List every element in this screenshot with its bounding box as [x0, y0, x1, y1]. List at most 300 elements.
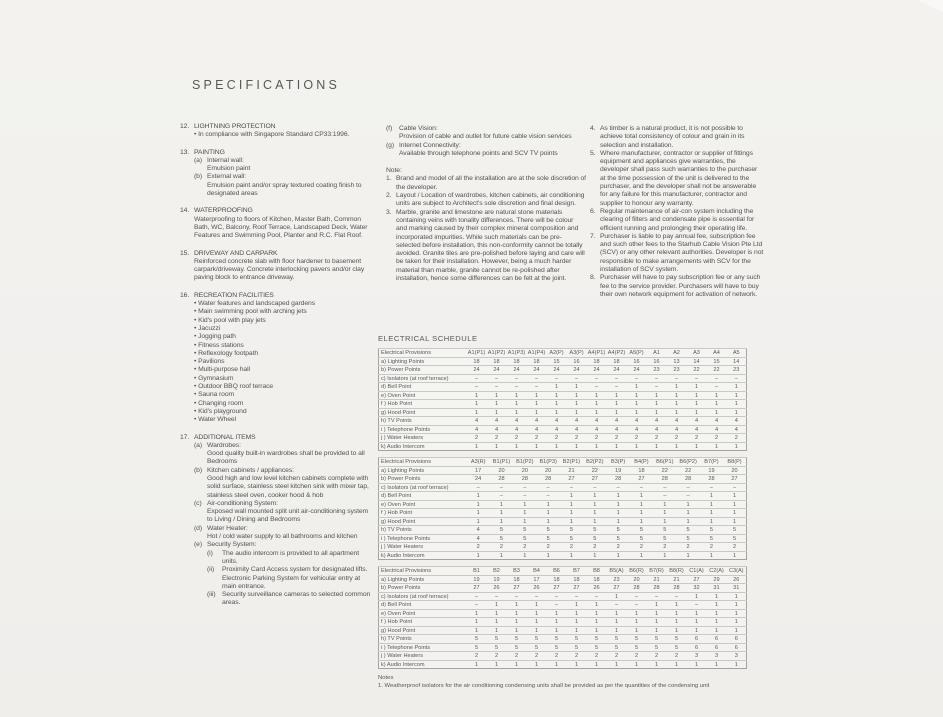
table-cell: 1	[687, 400, 707, 409]
table-cell: 1	[487, 391, 507, 400]
table-cell: 5	[607, 643, 627, 652]
table-cell: –	[527, 383, 547, 392]
table-cell: 26	[727, 575, 747, 584]
row-label: f ) Hob Point	[379, 400, 467, 409]
item-label: Internet Connectivity:	[399, 141, 461, 149]
bullet-item: • Multi-purpose hall	[194, 366, 250, 374]
item-label: Wardrobes:	[207, 441, 241, 449]
table-cell: 4	[567, 425, 587, 434]
table-cell: 1	[606, 500, 629, 509]
table-cell: 1	[627, 408, 647, 417]
table-cell: 1	[607, 408, 627, 417]
table-cell: 4	[507, 417, 527, 426]
table-cell: 20	[627, 575, 647, 584]
lettered-item	[194, 173, 375, 181]
section-title: RECREATION FACILITIES	[194, 291, 274, 299]
table-cell: 18	[630, 466, 653, 475]
table-cell: 4	[547, 417, 567, 426]
table-cell: 5	[487, 635, 507, 644]
table-cell: 1	[587, 601, 607, 610]
table-cell: 18	[567, 575, 587, 584]
table-cell: 1	[687, 609, 707, 618]
table-row	[379, 492, 747, 501]
table-cell: 5	[667, 643, 687, 652]
table-cell: 4	[727, 425, 747, 434]
table-cell: 5	[676, 526, 699, 535]
table-cell: 2	[583, 543, 606, 552]
table-header-row	[379, 458, 747, 467]
bullet-item: • Reflexology footpath	[194, 349, 259, 357]
table-row	[379, 374, 747, 383]
table-cell: 1	[567, 391, 587, 400]
column-header: A3(R)	[467, 458, 490, 467]
column-header: A2	[667, 349, 687, 358]
table-cell: 4	[567, 417, 587, 426]
row-label: b) Power Points	[379, 366, 467, 375]
table-cell: 24	[527, 366, 547, 375]
table-cell: 1	[647, 609, 667, 618]
section-body	[194, 258, 375, 283]
roman-item	[207, 566, 375, 591]
note-number: 5.	[590, 149, 596, 157]
numbered-note	[590, 274, 764, 299]
table-cell: 1	[647, 601, 667, 610]
column-header: B1(P3)	[536, 458, 559, 467]
table-cell: 1	[527, 408, 547, 417]
table-cell: 1	[467, 500, 490, 509]
table-cell: 2	[647, 652, 667, 661]
table-cell: 1	[513, 551, 536, 560]
table-cell: 2	[527, 434, 547, 443]
table-cell: 5	[607, 635, 627, 644]
table-cell: 1	[583, 509, 606, 518]
table-cell: 5	[583, 534, 606, 543]
table-cell: 1	[583, 551, 606, 560]
numbered-note	[590, 208, 764, 233]
table-cell: 6	[707, 635, 727, 644]
column-header: Electrical Provisions	[379, 349, 467, 358]
column-header: B1	[467, 567, 487, 576]
table-cell: 1	[536, 551, 559, 560]
schedule-notes-list	[378, 683, 750, 691]
table-row	[379, 383, 747, 392]
table-cell: 24	[627, 366, 647, 375]
table-cell: 2	[667, 434, 687, 443]
table-cell: 27	[507, 584, 527, 593]
table-cell: 22	[687, 366, 707, 375]
table-cell: 1	[607, 400, 627, 409]
table-cell: 1	[606, 551, 629, 560]
table-cell: 1	[587, 408, 607, 417]
note-number: 7.	[590, 232, 596, 240]
table-cell: 1	[527, 400, 547, 409]
table-cell: 1	[607, 660, 627, 669]
table-cell: –	[567, 374, 587, 383]
table-cell: 1	[627, 383, 647, 392]
numbered-note	[386, 175, 586, 192]
table-cell: 4	[467, 534, 490, 543]
table-cell: 3	[707, 652, 727, 661]
table-cell: 1	[700, 492, 723, 501]
note-text: As timber is a natural product, it is not possible to achieve total consistency of colour and grain in its selection and installation.	[600, 125, 745, 149]
table-cell: 1	[606, 517, 629, 526]
lettered-item	[194, 467, 375, 475]
table-cell: 1	[527, 618, 547, 627]
column-header: B6(R)	[627, 567, 647, 576]
table-row	[379, 417, 747, 426]
section-heading	[180, 292, 375, 300]
table-cell: 1	[467, 400, 487, 409]
note-text: Purchaser is liable to pay annual fee, subscription fee and such other fees to the Starhub Cable Vision Pte Ltd (SCV) or any other relevant authorities. Developer is not responsible to make arrangements with SCV for the installation of SCV system.	[600, 232, 764, 274]
table-cell: 2	[547, 434, 567, 443]
table-cell: 1	[687, 618, 707, 627]
section-heading	[180, 434, 375, 442]
table-cell: 4	[647, 425, 667, 434]
table-cell: 5	[647, 635, 667, 644]
table-cell: 1	[487, 442, 507, 451]
column-header: B4	[527, 567, 547, 576]
table-cell: 2	[547, 652, 567, 661]
item-marker: (b)	[194, 173, 203, 181]
table-cell: 1	[607, 442, 627, 451]
table-cell: 23	[667, 366, 687, 375]
table-cell: 24	[587, 366, 607, 375]
table-cell: 1	[676, 551, 699, 560]
table-cell: 1	[583, 517, 606, 526]
section-number: 13.	[180, 148, 190, 156]
bullet-item: • Changing room	[194, 399, 244, 407]
table-cell: 20	[723, 466, 746, 475]
table-cell: 27	[630, 475, 653, 484]
table-cell: 1	[607, 626, 627, 635]
row-label: k) Audio Intercom	[379, 660, 467, 669]
section-body	[194, 442, 375, 608]
table-cell: 1	[630, 551, 653, 560]
table-cell: 5	[627, 643, 647, 652]
section-title: LIGHTNING PROTECTION	[194, 123, 276, 130]
table-cell: 1	[467, 660, 487, 669]
table-cell: 18	[507, 575, 527, 584]
table-cell: 2	[587, 652, 607, 661]
table-cell: 1	[567, 626, 587, 635]
table-cell: –	[723, 483, 746, 492]
row-label: d) Bell Point	[379, 383, 467, 392]
table-cell: 5	[606, 526, 629, 535]
table-cell: 5	[513, 526, 536, 535]
table-cell: 16	[627, 357, 647, 366]
table-cell: –	[467, 601, 487, 610]
table-cell: 5	[487, 643, 507, 652]
table-cell: 1	[567, 660, 587, 669]
note-heading: Note:	[386, 167, 402, 175]
table-cell: 5	[667, 635, 687, 644]
table-cell: –	[567, 592, 587, 601]
table-cell: –	[507, 383, 527, 392]
table-cell: –	[687, 601, 707, 610]
table-cell: 1	[687, 592, 707, 601]
table-cell: 1	[667, 618, 687, 627]
table-cell: –	[487, 592, 507, 601]
table-row	[379, 660, 747, 669]
table-row	[379, 400, 747, 409]
table-cell: –	[627, 601, 647, 610]
table-cell: 1	[723, 500, 746, 509]
table-cell: 1	[547, 609, 567, 618]
bullet-item: • Kid's playground	[194, 407, 247, 415]
table-cell: 1	[487, 609, 507, 618]
table-cell: 27	[687, 575, 707, 584]
table-cell: 4	[707, 417, 727, 426]
note-text: Where manufacturer, contractor or supplier of fittings equipment and appliances give warranties, the developer shall pass such warranties to the purchaser at the time possession of the unit is delivered to the purchaser, and the developer shall not be answerable for any failure for this manufacturer, contractor and supplier to honour any warranty.	[600, 149, 758, 207]
spec-section	[180, 149, 375, 199]
table-cell: 4	[687, 417, 707, 426]
item-text: Security surveillance cameras to selected common areas.	[222, 591, 371, 607]
section-number: 17.	[180, 433, 190, 441]
table-cell: 4	[667, 425, 687, 434]
table-row	[379, 609, 747, 618]
section-number: 15.	[180, 249, 190, 257]
table-cell: 5	[467, 635, 487, 644]
scan-corner-artifact	[917, 0, 943, 12]
table-cell: 1	[653, 509, 676, 518]
column-header: B6(P1)	[653, 458, 676, 467]
column-header: A1(P3)	[507, 350, 526, 356]
table-cell: 31	[727, 584, 747, 593]
row-label: h) TV Points	[379, 417, 467, 426]
table-cell: –	[490, 483, 513, 492]
table-cell: 1	[687, 626, 707, 635]
table-cell: 5	[653, 534, 676, 543]
table-cell: –	[667, 374, 687, 383]
table-cell: –	[547, 592, 567, 601]
bullet-item: • Fitness stations	[194, 341, 244, 349]
item-marker: (a)	[194, 156, 203, 164]
table-cell: 5	[560, 526, 583, 535]
table-cell: 1	[507, 660, 527, 669]
table-cell: 2	[687, 434, 707, 443]
table-cell: 5	[606, 534, 629, 543]
section-body	[194, 157, 375, 198]
row-label: i ) Telephone Points	[379, 425, 467, 434]
table-cell: 2	[527, 652, 547, 661]
table-cell: 1	[727, 609, 747, 618]
table-cell: 4	[467, 417, 487, 426]
table-cell: 5	[583, 526, 606, 535]
table-cell: 1	[687, 391, 707, 400]
table-cell: 1	[487, 618, 507, 627]
table-cell: 1	[547, 383, 567, 392]
row-label: a) Lighting Points	[379, 575, 467, 584]
note-number: 1.	[386, 175, 392, 183]
section-body	[194, 216, 375, 241]
table-cell: 1	[653, 551, 676, 560]
bullet-item: • In compliance with Singapore Standard CP33:1996.	[194, 131, 350, 139]
table-cell: 4	[527, 425, 547, 434]
table-cell: 1	[627, 626, 647, 635]
table-row	[379, 618, 747, 627]
table-body	[379, 575, 747, 669]
table-cell: 1	[647, 626, 667, 635]
table-cell: –	[467, 592, 487, 601]
table-cell: 28	[653, 475, 676, 484]
table-cell: 1	[627, 660, 647, 669]
table-cell: 1	[507, 626, 527, 635]
row-label: j ) Water Heaters	[379, 652, 467, 661]
item-body: Provision of cable and outlet for future cable vision services	[399, 133, 572, 141]
table-cell: –	[607, 601, 627, 610]
table-cell: 1	[700, 509, 723, 518]
table-cell: 19	[700, 466, 723, 475]
table-cell: 4	[607, 417, 627, 426]
table-cell: 5	[630, 534, 653, 543]
table-cell: –	[707, 374, 727, 383]
table-cell: 5	[547, 643, 567, 652]
note-text: Marble, granite and limestone are natural stone materials containing veins with tonality differences. There will be colour and marking caused by their complex mineral composition and incorporated impurities. While such materials can be pre-selected before installation, this non-conformity cannot be totally avoided. Granite tiles are pre-polished before laying and care will be taken for their installation. However, being a much harder material than marble, granite cannot be re-polished after installation, hence some differences can be felt at the joint.	[396, 208, 585, 283]
table-cell: –	[687, 374, 707, 383]
table-cell: 22	[676, 466, 699, 475]
bullet-item: • Water Wheel	[194, 416, 236, 424]
item-body: Good quality built-in wardrobes shall be provided to all Bedrooms	[207, 450, 365, 466]
table-header-row	[379, 567, 747, 576]
table-cell: 2	[560, 543, 583, 552]
row-label: j ) Water Heaters	[379, 434, 467, 443]
table-cell: 20	[513, 466, 536, 475]
item-marker: (iii)	[207, 591, 216, 599]
numbered-note	[386, 192, 586, 209]
table-cell: 1	[647, 408, 667, 417]
column-header: B7(R)	[647, 567, 667, 576]
table-cell: 1	[667, 626, 687, 635]
row-label: b) Power Points	[379, 475, 467, 484]
table-cell: 2	[487, 434, 507, 443]
table-cell: 5	[723, 526, 746, 535]
column-header: B7(P)	[700, 458, 723, 467]
table-cell: 1	[467, 609, 487, 618]
table-head	[379, 567, 747, 576]
table-cell: 1	[527, 626, 547, 635]
table-row	[379, 425, 747, 434]
table-cell: 1	[727, 626, 747, 635]
table-cell: 1	[507, 391, 527, 400]
table-cell: 18	[587, 575, 607, 584]
table-cell: 1	[707, 400, 727, 409]
table-cell: 1	[547, 660, 567, 669]
table-cell: 1	[490, 509, 513, 518]
table-cell: 23	[607, 575, 627, 584]
table-cell: 1	[467, 408, 487, 417]
table-row	[379, 534, 747, 543]
table-row	[379, 635, 747, 644]
table-cell: 4	[487, 417, 507, 426]
item-body: Exposed wall mounted split unit air-conditioning system to Living / Dining and Bedrooms	[207, 508, 369, 524]
table-row	[379, 584, 747, 593]
table-cell: 1	[667, 408, 687, 417]
table-cell: 20	[490, 466, 513, 475]
table-cell: 1	[727, 400, 747, 409]
column-header: A4(P1)	[587, 350, 606, 356]
middle-column	[386, 125, 586, 283]
column-header: B2	[487, 567, 507, 576]
lettered-item	[194, 442, 375, 450]
table-cell: 2	[490, 543, 513, 552]
table-cell: 22	[707, 366, 727, 375]
item-label: Security System:	[207, 541, 257, 549]
note-text: Regular maintenance of air-con system including the clearing of filters and condensate pipe is essential for efficient running and prolonging their operating life.	[600, 207, 755, 232]
table-cell: 1	[547, 442, 567, 451]
table-cell: 13	[667, 357, 687, 366]
table-row	[379, 626, 747, 635]
table-cell: 5	[700, 534, 723, 543]
paragraph: Reinforced concrete slab with floor hardener to basement carpark/driveway. Concrete interlocking pavers and/or clay paving block to entrance driveway.	[194, 257, 365, 282]
lettered-item	[386, 125, 586, 133]
table-cell: 1	[667, 609, 687, 618]
item-label: Kitchen cabinets / appliances:	[207, 466, 294, 474]
roman-item	[207, 591, 375, 608]
table-cell: –	[627, 592, 647, 601]
table-cell: 2	[487, 652, 507, 661]
column-header: A1(P4)	[527, 350, 546, 356]
table-cell: 1	[630, 492, 653, 501]
table-body	[379, 357, 747, 451]
table-cell: 1	[487, 626, 507, 635]
table-cell: 27	[723, 475, 746, 484]
table-cell: –	[727, 374, 747, 383]
table-cell: 1	[567, 442, 587, 451]
table-cell: 2	[607, 434, 627, 443]
table-cell: 1	[667, 391, 687, 400]
table-cell: 1	[630, 509, 653, 518]
table-row	[379, 601, 747, 610]
spec-section	[180, 250, 375, 283]
table-cell: 1	[513, 500, 536, 509]
table-cell: 5	[536, 534, 559, 543]
table-row	[379, 366, 747, 375]
electrical-schedule-heading: ELECTRICAL SCHEDULE	[378, 334, 478, 343]
table-cell: 1	[527, 660, 547, 669]
table-cell: 1	[560, 551, 583, 560]
table-cell: 24	[467, 366, 487, 375]
electrical-schedule-table	[378, 566, 747, 669]
table-cell: 4	[647, 417, 667, 426]
table-cell: 5	[507, 635, 527, 644]
table-cell: 5	[587, 635, 607, 644]
numbered-note	[590, 150, 764, 208]
table-cell: –	[587, 383, 607, 392]
bullet-item: • Pavilions	[194, 358, 225, 366]
table-cell: 1	[487, 601, 507, 610]
table-cell: 1	[676, 500, 699, 509]
column-header: C3(A)	[727, 567, 747, 576]
table-cell: 24	[487, 366, 507, 375]
table-cell: 22	[583, 466, 606, 475]
schedule-note: 1. Weatherproof isolators for the air conditioning condensing units shall be provided as per the quantities of the condensing unit	[378, 682, 710, 689]
table-row	[379, 483, 747, 492]
lettered-item	[194, 525, 375, 533]
table-cell: 5	[490, 526, 513, 535]
table-cell: –	[700, 483, 723, 492]
table-cell: 27	[607, 584, 627, 593]
table-cell: 1	[527, 442, 547, 451]
table-cell: –	[707, 383, 727, 392]
table-cell: 1	[490, 551, 513, 560]
table-header-row	[379, 349, 747, 358]
table-cell: 26	[587, 584, 607, 593]
item-label: Cable Vision:	[399, 125, 438, 132]
item-marker: (c)	[194, 499, 202, 507]
table-cell: 28	[606, 475, 629, 484]
table-cell: 17	[467, 466, 490, 475]
bullet-item: • Jacuzzi	[194, 324, 221, 332]
